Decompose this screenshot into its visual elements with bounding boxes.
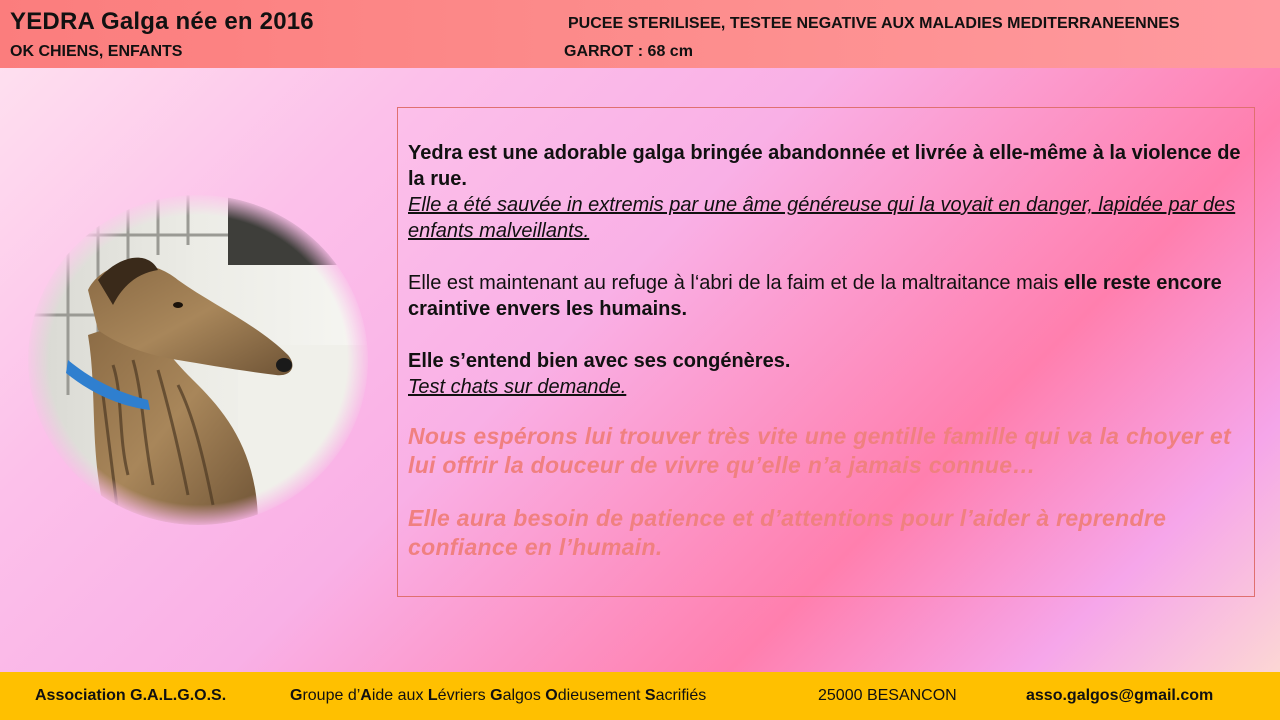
fullname-segment: dieusement [557,687,645,704]
fullname-segment: G [290,687,303,704]
family-hope: Nous espérons lui trouver très vite une gentille famille qui va la choyer et lui offrir la douceur de vivre qu’elle n’a jamais connue… [408,423,1231,478]
greyhound-photo [28,195,368,525]
fullname-segment: évriers [437,687,491,704]
fullname-segment: algos [502,687,546,704]
patience-note: Elle aura besoin de patience et d’attentions pour l’aider à reprendre confiance en l’humain. [408,505,1167,560]
page-title: YEDRA Galga née en 2016 [10,8,314,35]
description-box [397,107,1255,597]
rescue-story-italic: Elle a été sauvée in extremis par une âme généreuse qui la voyait en danger, lapidée par des enfants malveillants. [408,194,1236,242]
fullname-segment: A [360,687,372,704]
fullname-segment: roupe d’ [302,687,361,704]
dog-illustration-icon [28,195,368,525]
header-band [0,0,1280,68]
association-city: 25000 BESANCON [818,687,957,704]
association-fullname [290,687,706,705]
footer-band [0,672,1280,720]
fullname-segment: acrifiés [655,687,707,704]
shelter-paragraph [408,270,1244,322]
compatibility-line: OK CHIENS, ENFANTS [10,43,183,60]
association-email[interactable]: asso.galgos@gmail.com [1026,687,1214,704]
fearful-note: elle reste encore craintive envers les humains. [408,272,1222,320]
rescue-story-bold: Yedra est une adorable galga bringée abandonnée et livrée à elle-même à la violence de la rue. [408,142,1241,190]
fullname-segment: ide aux [371,687,428,704]
association-name: Association G.A.L.G.O.S. [35,687,227,704]
fullname-segment: G [490,687,503,704]
fullname-segment: L [427,687,438,704]
garrot-height: GARROT : 68 cm [564,43,693,60]
health-status: PUCEE STERILISEE, TESTEE NEGATIVE AUX MALADIES MEDITERRANEENNES [568,15,1180,32]
shelter-text: Elle est maintenant au refuge à l‘abri de la faim et de la maltraitance mais [408,272,1064,294]
dogs-compatibility: Elle s’entend bien avec ses congénères. [408,350,791,372]
cats-test-note: Test chats sur demande. [408,376,627,398]
fullname-segment: O [545,687,558,704]
fullname-segment: S [644,687,656,704]
